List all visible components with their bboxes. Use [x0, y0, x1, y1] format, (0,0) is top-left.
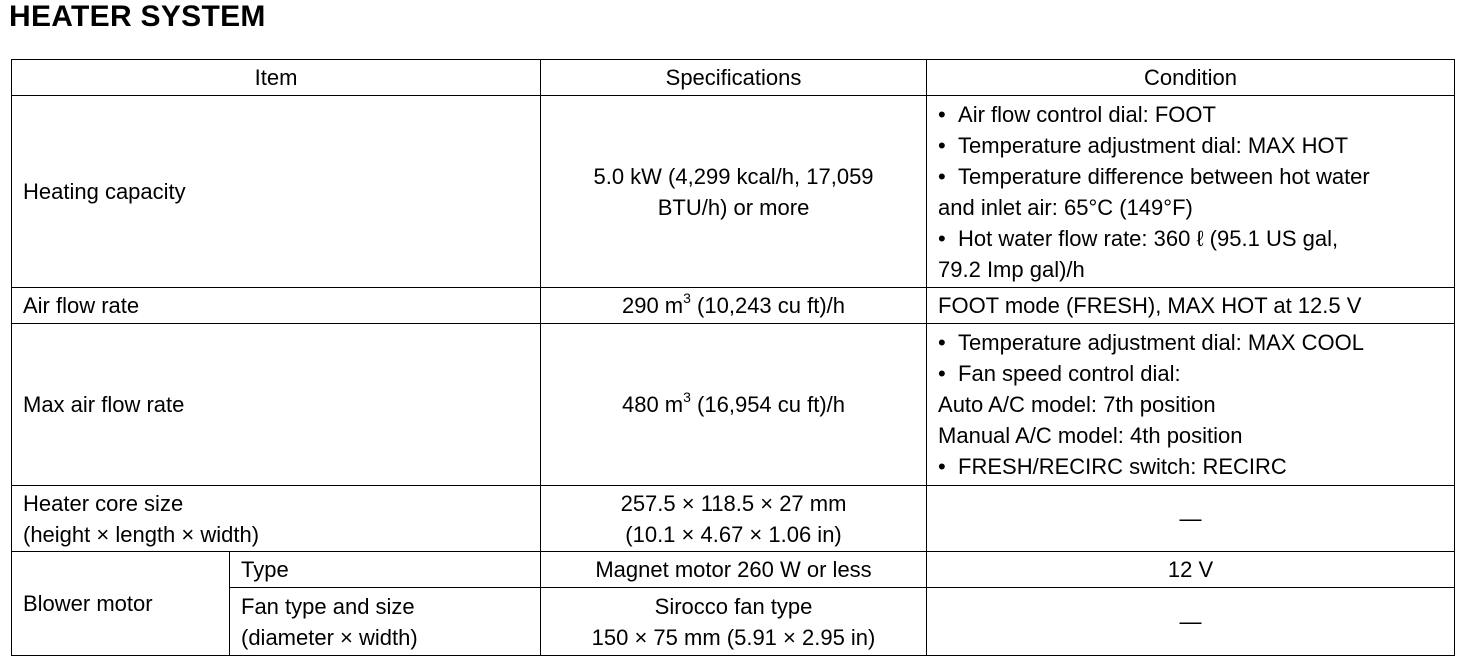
spec-cell: 290 $m^3$ (10,243 cu ft)/h	[541, 288, 927, 324]
header-item: Item	[12, 60, 541, 96]
item-cell: Heater core size (height × length × width)	[12, 486, 541, 552]
spec-cell: Sirocco fan type 150 × 75 mm (5.91 × 2.95 in)	[541, 588, 927, 656]
spec-line: 5.0 kW (4,299 kcal/h, 17,059	[593, 163, 874, 189]
bullet-icon: •	[938, 101, 946, 127]
sub-item-cell: Type	[230, 552, 541, 588]
list-item: • Fan speed control dial:	[938, 358, 1443, 389]
list-item: • Air flow control dial: FOOT	[938, 99, 1443, 130]
table-row-heater-core-size	[12, 486, 1455, 552]
condition-cell	[927, 96, 1455, 288]
sub-item-cell: Fan type and size (diameter × width)	[230, 588, 541, 656]
item-cell: Max air flow rate	[12, 324, 541, 486]
bullet-icon: •	[938, 330, 946, 355]
list-item-continuation: Auto A/C model: 7th position	[938, 392, 1216, 417]
list-item: • Hot water flow rate: 360 ℓ (95.1 US gal,	[938, 223, 1443, 254]
header-condition: Condition	[927, 60, 1455, 96]
condition-cell: FOOT mode (FRESH), MAX HOT at 12.5 V	[927, 288, 1455, 324]
list-item: • Temperature difference between hot water	[938, 161, 1443, 192]
bullet-icon: •	[938, 132, 946, 158]
header-specifications: Specifications	[541, 60, 927, 96]
bullet-icon: •	[938, 454, 946, 479]
spec-line: BTU/h) or more	[657, 194, 810, 220]
item-cell-blower-motor: Blower motor	[12, 552, 230, 656]
list-item: • FRESH/RECIRC switch: RECIRC	[938, 451, 1443, 482]
bullet-icon: •	[938, 163, 946, 189]
condition-cell: —	[927, 486, 1455, 552]
list-item-continuation: 79.2 Imp gal)/h	[938, 256, 1085, 282]
spec-cell: 257.5 × 118.5 × 27 mm (10.1 × 4.67 × 1.06 in)	[541, 486, 927, 552]
condition-cell	[927, 324, 1455, 486]
superscript: 3	[683, 388, 691, 405]
list-item-continuation: Manual A/C model: 4th position	[938, 423, 1243, 448]
spec-cell: 480 $m^3$ (16,954 cu ft)/h	[541, 324, 927, 486]
superscript: 3	[683, 289, 691, 306]
table-row-blower-type	[12, 552, 1455, 588]
table-row-max-air-flow-rate	[12, 324, 1455, 486]
table-row-air-flow-rate	[12, 288, 1455, 324]
list-item-continuation: and inlet air: 65°C (149°F)	[938, 194, 1193, 220]
item-cell: Air flow rate	[12, 288, 541, 324]
bullet-icon: •	[938, 361, 946, 386]
bullet-icon: •	[938, 225, 946, 251]
table-row-heating-capacity	[12, 96, 1455, 288]
spec-table	[11, 59, 1455, 656]
spec-cell	[541, 96, 927, 288]
spec-cell: Magnet motor 260 W or less	[541, 552, 927, 588]
condition-cell: 12 V	[927, 552, 1455, 588]
item-cell: Heating capacity	[12, 96, 541, 288]
header-row	[12, 60, 1455, 96]
condition-cell: —	[927, 588, 1455, 656]
list-item: • Temperature adjustment dial: MAX COOL	[938, 327, 1443, 358]
page-title: HEATER SYSTEM	[9, 0, 266, 33]
list-item: • Temperature adjustment dial: MAX HOT	[938, 130, 1443, 161]
